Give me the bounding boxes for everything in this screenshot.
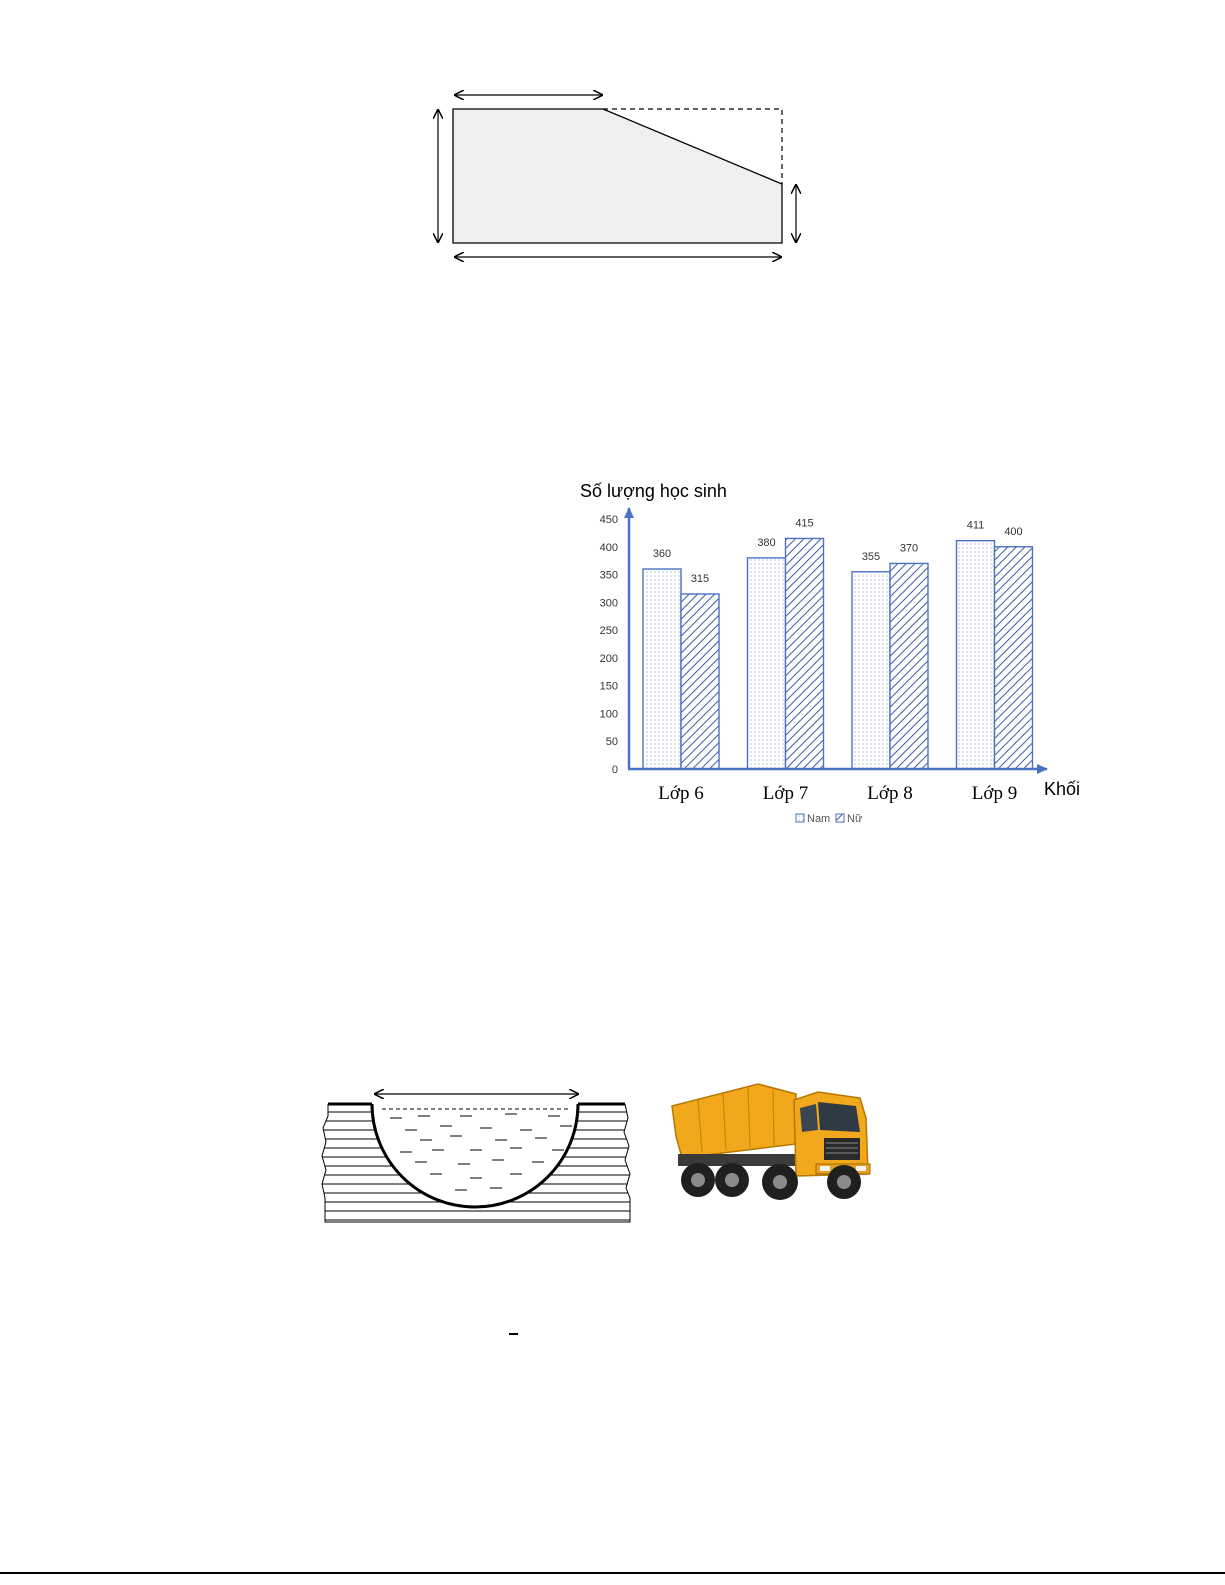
truck-windshield xyxy=(818,1102,860,1132)
bar-nam-8 xyxy=(852,572,890,769)
student-count-bar-chart xyxy=(570,475,1090,835)
y-tick-label: 350 xyxy=(599,569,618,582)
bar-nu-9 xyxy=(995,547,1033,769)
legend-swatch-nam xyxy=(796,814,804,822)
legend xyxy=(796,813,863,825)
y-tick-label: 250 xyxy=(599,625,618,638)
trench-figure xyxy=(320,1080,640,1225)
y-tick-label: 300 xyxy=(599,597,618,610)
y-tick-label: 200 xyxy=(599,652,618,665)
category-label: Lớp 6 xyxy=(658,783,704,804)
dash-mark xyxy=(509,1333,518,1335)
legend-label-nu: Nữ xyxy=(847,813,863,825)
legend-label-nam: Nam xyxy=(807,813,831,825)
page-bottom-rule xyxy=(0,1572,1225,1574)
y-axis-ticks xyxy=(600,514,618,776)
data-label: 411 xyxy=(966,519,985,532)
category-labels xyxy=(658,783,1017,804)
y-tick-label: 150 xyxy=(599,680,618,693)
dump-truck-icon xyxy=(668,1078,873,1208)
category-label: Lớp 7 xyxy=(762,783,809,804)
data-label: 360 xyxy=(652,548,672,560)
data-label: 415 xyxy=(795,517,814,530)
y-axis-title: Số lượng học sinh xyxy=(580,481,727,501)
trapezoid-figure xyxy=(420,80,820,270)
y-tick-label: 0 xyxy=(611,764,618,776)
bar-nu-8 xyxy=(890,563,928,769)
data-label: 355 xyxy=(861,550,881,563)
truck-wheels xyxy=(681,1163,861,1200)
legend-swatch-nu xyxy=(836,814,844,822)
y-tick-label: 50 xyxy=(605,736,618,749)
bar-nam-9 xyxy=(957,541,995,769)
truck-grille xyxy=(824,1138,860,1160)
data-label: 400 xyxy=(1004,525,1023,538)
bar-nam-7 xyxy=(748,558,786,769)
data-label: 315 xyxy=(690,573,710,585)
category-label: Lớp 8 xyxy=(867,783,913,804)
y-tick-label: 450 xyxy=(599,514,618,526)
truck-bed xyxy=(672,1084,796,1158)
trapezoid-shape xyxy=(453,109,782,243)
y-tick-label: 100 xyxy=(599,708,618,721)
truck-side-window xyxy=(800,1104,818,1132)
data-label: 370 xyxy=(899,542,919,555)
bar-nu-7 xyxy=(786,538,824,769)
bar-nam-6 xyxy=(643,569,681,769)
bar-nu-6 xyxy=(681,594,719,769)
y-tick-label: 400 xyxy=(599,541,618,554)
data-label: 380 xyxy=(757,536,776,549)
trench-semicircle xyxy=(372,1104,578,1207)
category-label: Lớp 9 xyxy=(971,783,1018,804)
x-axis-title: Khối xyxy=(1044,779,1081,799)
